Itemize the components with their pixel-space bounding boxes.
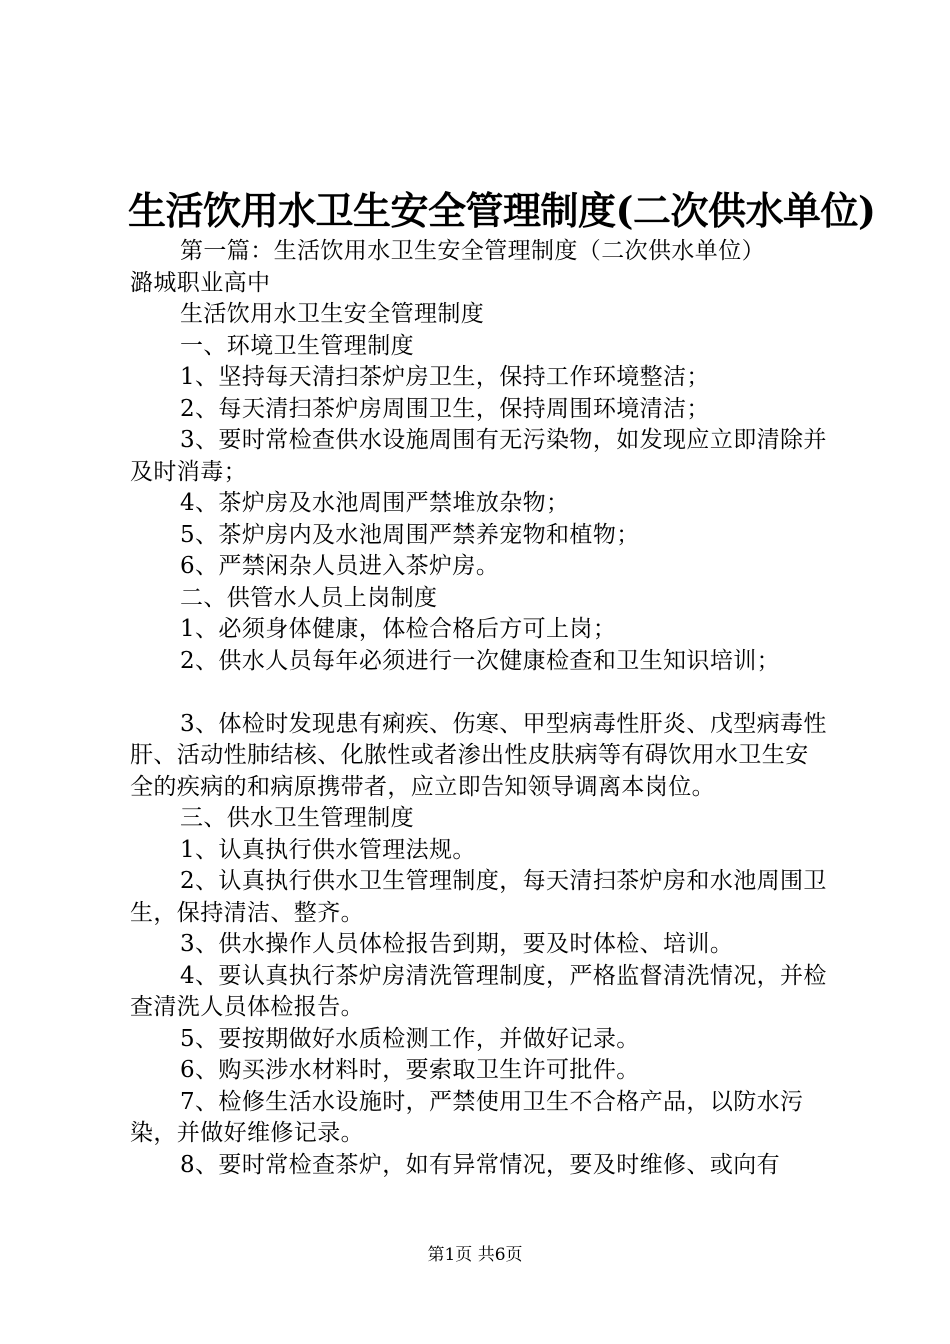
paragraph-item: 3、供水操作人员体检报告到期，要及时体检、培训。 [180, 931, 734, 957]
paragraph-item: 6、严禁闲杂人员进入茶炉房。 [180, 553, 500, 579]
paragraph-item: 1、认真执行供水管理法规。 [180, 836, 476, 863]
paragraph-item: 2、每天清扫茶炉房周围卫生，保持周围环境清洁； [180, 395, 710, 422]
paragraph-item: 5、要按期做好水质检测工作，并做好记录。 [180, 1025, 640, 1052]
paragraph-item: 6、购买涉水材料时，要索取卫生许可批件。 [180, 1057, 640, 1083]
paragraph-item: 5、茶炉房内及水池周围严禁养宠物和植物； [180, 521, 640, 548]
paragraph-item: 3、要时常检查供水设施周围有无污染物，如发现应立即清除并及时消毒； [130, 427, 827, 485]
paragraph-item: 2、认真执行供水卫生管理制度，每天清扫茶炉房和水池周围卫生，保持清洁、整齐。 [130, 868, 827, 926]
document-body [130, 236, 830, 1181]
regulation-title: 生活饮用水卫生安全管理制度 [180, 301, 485, 327]
page-number-footer: 第1页 共6页 [427, 1245, 523, 1265]
section-heading-staff: 二、供管水人员上岗制度 [180, 584, 438, 611]
section-heading-environment: 一、环境卫生管理制度 [180, 332, 414, 359]
paragraph-item: 1、坚持每天清扫茶炉房卫生，保持工作环境整洁； [180, 364, 710, 390]
paragraph-item: 2、供水人员每年必须进行一次健康检查和卫生知识培训； [180, 647, 781, 674]
school-name: 潞城职业高中 [130, 269, 271, 296]
section-heading-first-part: 第一篇：生活饮用水卫生安全管理制度（二次供水单位） [180, 238, 765, 264]
paragraph-item: 3、体检时发现患有痢疾、伤寒、甲型病毒性肝炎、戊型病毒性肝、活动性肺结核、化脓性或者渗出性皮肤病等有碍饮用水卫生安全的疾病的和病原携带者，应立即告知领导调离本岗位。 [130, 710, 827, 800]
paragraph-item: 4、要认真执行茶炉房清洗管理制度，严格监督清洗情况，并检查清洗人员体检报告。 [130, 962, 827, 1020]
paragraph-item: 4、茶炉房及水池周围严禁堆放杂物； [180, 490, 570, 516]
blank-line [130, 677, 830, 709]
paragraph-item: 1、必须身体健康，体检合格后方可上岗； [180, 616, 617, 642]
paragraph-item: 7、检修生活水设施时，严禁使用卫生不合格产品，以防水污染，并做好维修记录。 [130, 1088, 804, 1146]
document-title: 生活饮用水卫生安全管理制度(二次供水单位) [128, 188, 876, 233]
paragraph-item: 8、要时常检查茶炉，如有异常情况，要及时维修、或向有 [180, 1151, 781, 1178]
section-heading-water-supply: 三、供水卫生管理制度 [180, 805, 414, 831]
